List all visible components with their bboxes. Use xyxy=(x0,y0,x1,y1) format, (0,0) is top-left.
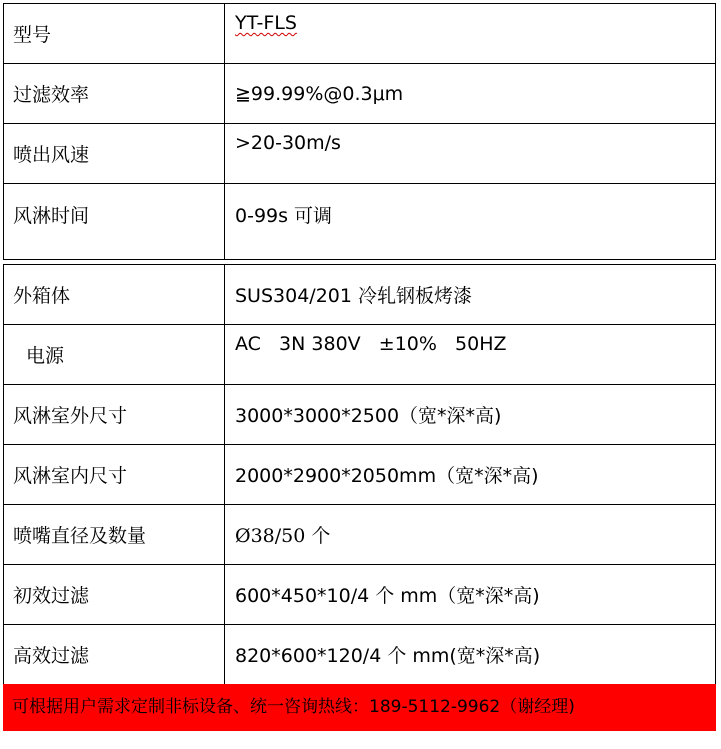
spec-label: 电源 xyxy=(4,325,225,385)
spec-value: ≧99.99%@0.3μm xyxy=(225,64,716,124)
spec-label: 外箱体 xyxy=(4,265,225,325)
spec-value: SUS304/201 冷轧钢板烤漆 xyxy=(225,265,716,325)
spec-value: 600*450*10/4 个 mm（宽*深*高) xyxy=(225,565,716,625)
spec-table-bottom xyxy=(3,264,716,685)
spec-label: 型号 xyxy=(4,4,225,64)
table-row xyxy=(4,385,716,445)
table-row xyxy=(4,64,716,124)
table-row xyxy=(4,4,716,64)
spec-label: 初效过滤 xyxy=(4,565,225,625)
table-row xyxy=(4,265,716,325)
spec-value: 0-99s 可调 xyxy=(225,184,716,260)
spec-value xyxy=(225,4,716,64)
spec-table-top xyxy=(3,3,716,260)
spec-value: >20-30m/s xyxy=(225,124,716,184)
spec-label: 过滤效率 xyxy=(4,64,225,124)
spec-label: 高效过滤 xyxy=(4,625,225,685)
spec-label: 风淋室内尺寸 xyxy=(4,445,225,505)
spec-label: 喷嘴直径及数量 xyxy=(4,505,225,565)
spec-value: 820*600*120/4 个 mm(宽*深*高) xyxy=(225,625,716,685)
spec-value: 3000*3000*2500（宽*深*高) xyxy=(225,385,716,445)
table-row xyxy=(4,445,716,505)
contact-banner: 可根据用户需求定制非标设备、统一咨询热线：189-5112-9962（谢经理) xyxy=(3,684,716,731)
table-row xyxy=(4,325,716,385)
spec-value: 2000*2900*2050mm（宽*深*高) xyxy=(225,445,716,505)
spec-value: AC 3N 380V ±10% 50HZ xyxy=(225,325,716,385)
table-row xyxy=(4,505,716,565)
spec-label: 喷出风速 xyxy=(4,124,225,184)
table-row xyxy=(4,184,716,260)
spec-value: Ø38/50 个 xyxy=(225,505,716,565)
table-row xyxy=(4,565,716,625)
table-row xyxy=(4,625,716,685)
spec-label: 风淋室外尺寸 xyxy=(4,385,225,445)
model-value: YT-FLS xyxy=(235,12,297,34)
table-row xyxy=(4,124,716,184)
spec-label: 风淋时间 xyxy=(4,184,225,260)
